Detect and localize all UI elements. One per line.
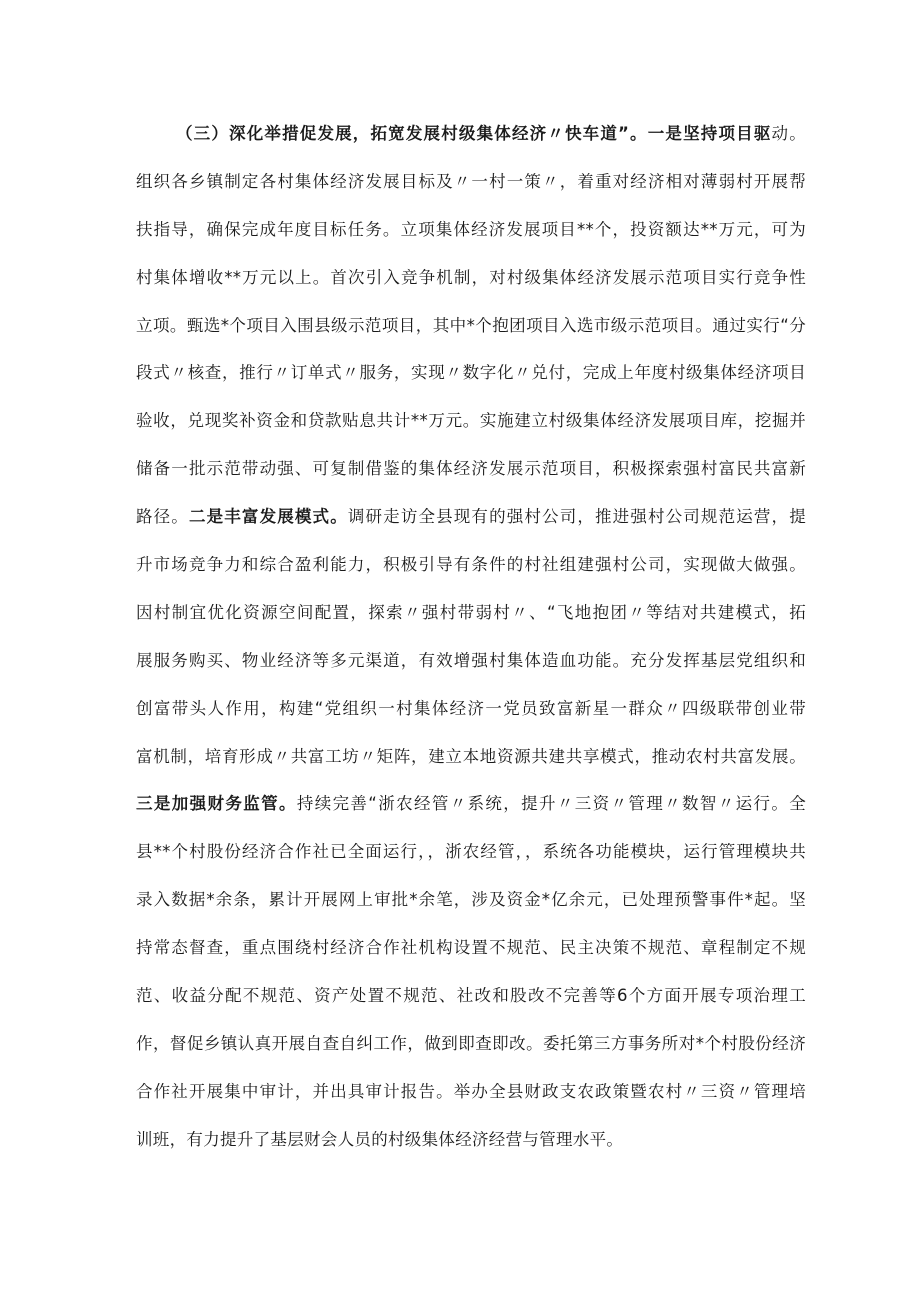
- paragraph-line: [136, 880, 806, 928]
- paragraph-line: [136, 353, 806, 401]
- paragraph-line: [136, 306, 806, 354]
- line-text: 立项。甄选*个项目入围县级示范项目，其中*个抱团项目入选市级示范项目。通过实行“分: [136, 315, 806, 335]
- line-text: 调研走访全县现有的强村公司，推进强村公司规范运营，提: [347, 507, 806, 527]
- line-text: 录入数据*余条，累计开展网上审批*余笔，涉及资金*亿余元，已处理预警事件*起。坚: [136, 890, 806, 910]
- line-text: 验收，兑现奖补资金和贷款贴息共计**万元。实施建立村级集体经济发展项目库，挖掘并: [136, 411, 806, 431]
- paragraph-line: [136, 545, 806, 593]
- paragraph-line: [136, 737, 806, 785]
- subsection-heading: 三是加强财务监管。: [136, 794, 297, 814]
- paragraph-line: [136, 1120, 806, 1168]
- paragraph-line: [136, 832, 806, 880]
- paragraph-line: [136, 784, 806, 832]
- line-text: 训班，有力提升了基层财会人员的村级集体经济经营与管理水平。: [136, 1129, 624, 1149]
- subsection-heading: 二是丰富发展模式。: [188, 507, 348, 527]
- line-text: 持续完善“浙农经管〃系统，提升〃三资〃管理〃数智〃运行。全: [296, 794, 807, 814]
- paragraph-line: [136, 497, 806, 545]
- line-text: 动。: [771, 124, 806, 143]
- paragraph-line: [136, 258, 806, 306]
- line-text: 段式〃核查，推行〃订单式〃服务，实现〃数字化〃兑付，完成上年度村级集体经济项目: [136, 363, 806, 383]
- paragraph-line: [136, 976, 806, 1024]
- paragraph-line: [136, 1024, 806, 1072]
- line-text: 富机制，培育形成〃共富工坊〃矩阵，建立本地资源共建共享模式，推动农村共富发展。: [136, 746, 806, 766]
- paragraph-line: [136, 114, 806, 162]
- line-text: 展服务购买、物业经济等多元渠道，有效增强村集体造血功能。充分发挥基层党组织和: [136, 650, 806, 670]
- paragraph-line: [136, 210, 806, 258]
- line-text: 升市场竞争力和综合盈利能力，积极引导有条件的村社组建强村公司，实现做大做强。: [136, 555, 806, 575]
- line-text: 作，督促乡镇认真开展自查自纠工作，做到即查即改。委托第三方事务所对*个村股份经济: [136, 1033, 806, 1053]
- paragraph-line: [136, 689, 806, 737]
- line-text: 合作社开展集中审计，并出具审计报告。举办全县财政支农政策暨农村〃三资〃管理培: [136, 1081, 806, 1101]
- paragraph-line: [136, 401, 806, 449]
- line-text: 持常态督查，重点围绕村经济合作社机构设置不规范、民主决策不规范、章程制定不规: [136, 938, 806, 958]
- document-body: [136, 114, 806, 1168]
- paragraph-line: [136, 162, 806, 210]
- line-text: 储备一批示范带动强、可复制借鉴的集体经济发展示范项目，积极探索强村富民共富新: [136, 459, 806, 479]
- line-text: 创富带头人作用，构建“党组织一村集体经济一党员致富新星一群众〃四级联带创业带: [136, 698, 806, 718]
- line-text: 县**个村股份经济合作社已全面运行，，浙农经管，，系统各功能模块，运行管理模块共: [136, 842, 806, 862]
- paragraph-line: [136, 449, 806, 497]
- paragraph-line: [136, 641, 806, 689]
- line-text: 范、收益分配不规范、资产处置不规范、社改和股改不完善等6个方面开展专项治理工: [136, 986, 806, 1006]
- line-text: 因村制宜优化资源空间配置，探索〃强村带弱村〃、“飞地抱团〃等结对共建模式，拓: [136, 602, 806, 622]
- paragraph-line: [136, 928, 806, 976]
- line-text: 组织各乡镇制定各村集体经济发展目标及〃一村一策〃，着重对经济相对薄弱村开展帮: [136, 171, 806, 191]
- line-text: 扶指导，确保完成年度目标任务。立项集体经济发展项目**个，投资额达**万元，可为: [136, 219, 806, 239]
- line-text: 路径。: [136, 507, 189, 527]
- paragraph-line: [136, 593, 806, 641]
- line-text: 村集体增收**万元以上。首次引入竞争机制，对村级集体经济发展示范项目实行竞争性: [136, 267, 806, 287]
- section-heading: （三）深化举措促发展，拓宽发展村级集体经济〃快车道”。一是坚持项目驱: [176, 124, 772, 143]
- paragraph-line: [136, 1072, 806, 1120]
